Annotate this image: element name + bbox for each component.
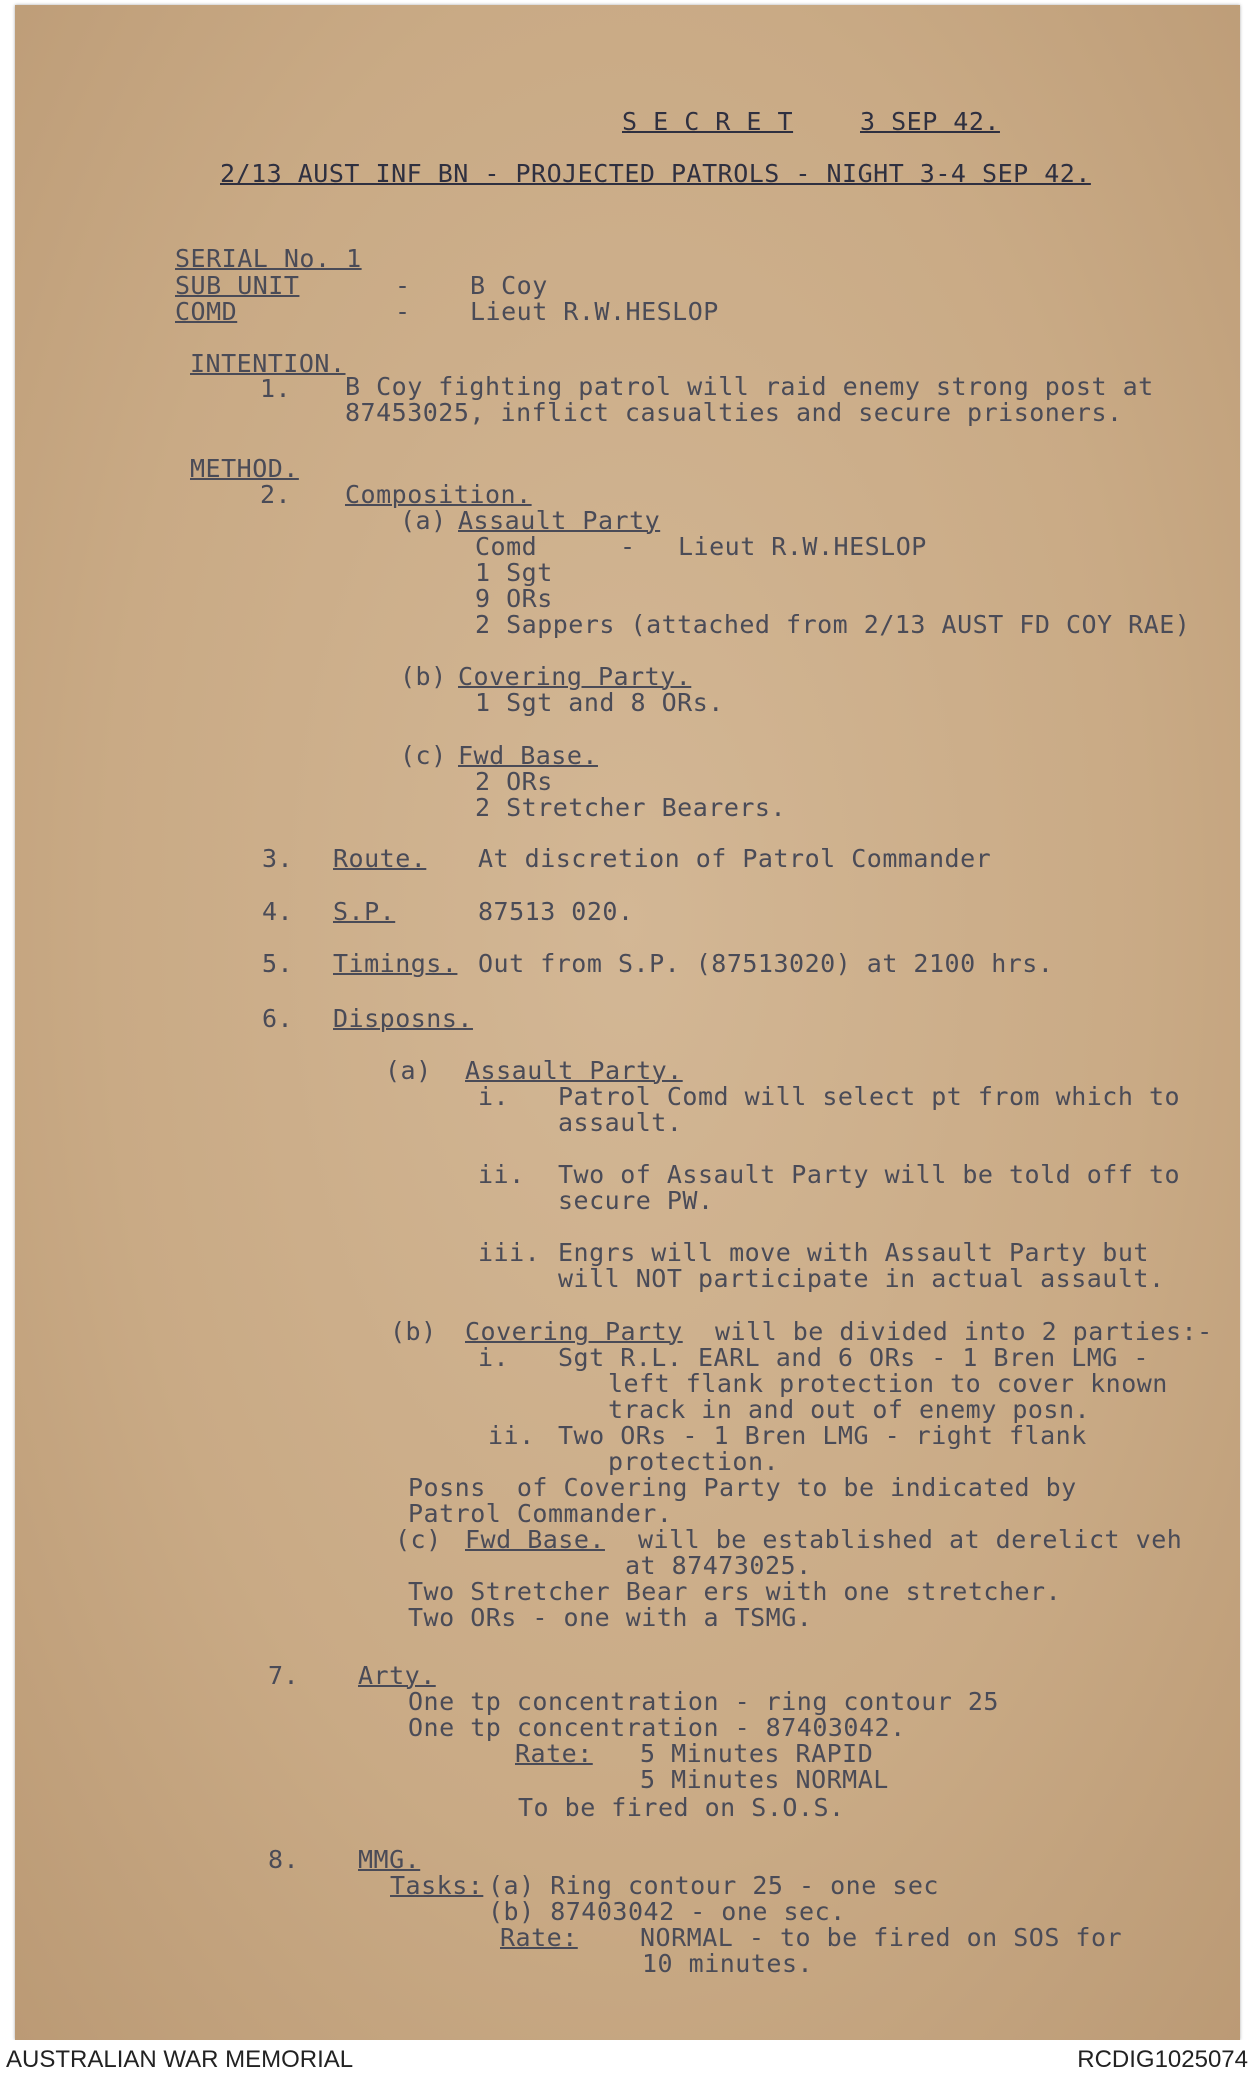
footer-record-id: RCDIG1025074 [1077, 2046, 1248, 2073]
disposns-b-ii-line-2: protection. [608, 1447, 780, 1476]
disposns-a-i-line-1: Patrol Comd will select pt from which to [558, 1082, 1181, 1111]
disposns-a-iii-line-1: Engrs will move with Assault Party but [558, 1238, 1149, 1267]
fwd-base-label: (c) [400, 741, 447, 770]
fwd-base-title: Fwd Base. [458, 741, 598, 770]
arty-rate-2: 5 Minutes NORMAL [640, 1765, 889, 1794]
disposns-label: Disposns. [333, 1004, 473, 1033]
route-label: Route. [333, 844, 427, 873]
composition-heading: Composition. [345, 480, 532, 509]
arty-rate-label: Rate: [515, 1739, 593, 1768]
mmg-label: MMG. [358, 1845, 421, 1874]
arty-line-1: One tp concentration - ring contour 25 [408, 1687, 999, 1716]
comd-label: COMD [175, 297, 238, 326]
mmg-tasks-label: Tasks: [390, 1871, 484, 1900]
arty-rate-1: 5 Minutes RAPID [640, 1739, 874, 1768]
timings-text: Out from S.P. (87513020) at 2100 hrs. [478, 949, 1054, 978]
disposns-a-ii-num: ii. [478, 1160, 525, 1189]
assault-line-3: 2 Sappers (attached from 2/13 AUST FD COY RAE) [475, 610, 1191, 639]
disposns-b-i-line-1: Sgt R.L. EARL and 6 ORs - 1 Bren LMG - [558, 1343, 1149, 1372]
disposns-a-i-line-2: assault. [558, 1108, 683, 1137]
assault-line-2: 9 ORs [475, 584, 553, 613]
disposns-b-text: will be divided into 2 parties:- [715, 1317, 1213, 1346]
header-date: 3 SEP 42. [860, 107, 1000, 136]
mmg-task-a: (a) Ring contour 25 - one sec [488, 1871, 939, 1900]
sub-unit-value: B Coy [470, 271, 548, 300]
assault-comd: Comd [475, 532, 538, 561]
arty-label: Arty. [358, 1661, 436, 1690]
timings-num: 5. [262, 949, 294, 978]
arty-line-2: One tp concentration - 87403042. [408, 1713, 906, 1742]
disposns-a-iii-num: iii. [478, 1238, 541, 1267]
timings-label: Timings. [333, 949, 458, 978]
sp-text: 87513 020. [478, 897, 634, 926]
arty-fired: To be fired on S.O.S. [518, 1793, 845, 1822]
serial-label: SERIAL No. 1 [175, 244, 362, 273]
mmg-task-b: (b) 87403042 - one sec. [488, 1897, 846, 1926]
method-heading: METHOD. [190, 454, 299, 483]
covering-title: Covering Party. [458, 662, 692, 691]
footer-archive-name: AUSTRALIAN WAR MEMORIAL [6, 2046, 354, 2073]
fwd-base-line-2: 2 Stretcher Bearers. [475, 793, 787, 822]
disposns-num: 6. [262, 1004, 294, 1033]
disposns-c-line-3: Two ORs - one with a TSMG. [408, 1603, 813, 1632]
mmg-rate-text: NORMAL - to be fired on SOS for [640, 1923, 1123, 1952]
mmg-rate-text-2: 10 minutes. [642, 1949, 814, 1978]
assault-comd-value: Lieut R.W.HESLOP [678, 532, 927, 561]
disposns-b-label: (b) [390, 1317, 437, 1346]
disposns-b-i-num: i. [478, 1343, 510, 1372]
covering-line-1: 1 Sgt and 8 ORs. [475, 688, 724, 717]
mmg-num: 8. [268, 1845, 300, 1874]
secret-marking: S E C R E T [622, 107, 794, 136]
disposns-a-i-num: i. [478, 1082, 510, 1111]
intention-line-1: B Coy fighting patrol will raid enemy strong post at [345, 372, 1154, 401]
intention-num: 1. [260, 374, 292, 403]
disposns-b-posns-line-2: Patrol Commander. [408, 1499, 673, 1528]
disposns-a-iii-line-2: will NOT participate in actual assault. [558, 1264, 1165, 1293]
disposns-b-i-line-3: track in and out of enemy posn. [608, 1395, 1091, 1424]
assault-label: (a) [400, 506, 447, 535]
method-num: 2. [260, 480, 292, 509]
comd-dash: - [395, 297, 411, 326]
sp-label: S.P. [333, 897, 396, 926]
disposns-b-posns-line-1: Posns of Covering Party to be indicated by [408, 1473, 1077, 1502]
sub-unit-label: SUB UNIT [175, 271, 300, 300]
mmg-rate-label: Rate: [500, 1923, 578, 1952]
disposns-a-label: (a) [385, 1056, 432, 1085]
disposns-a-ii-line-2: secure PW. [558, 1186, 714, 1215]
sp-num: 4. [262, 897, 294, 926]
disposns-c-line-2: Two Stretcher Bear ers with one stretcher. [408, 1577, 1062, 1606]
disposns-b-ii-line-1: Two ORs - 1 Bren LMG - right flank [558, 1421, 1087, 1450]
disposns-c-text: will be established at derelict veh [638, 1525, 1183, 1554]
comd-value: Lieut R.W.HESLOP [470, 297, 719, 326]
intention-line-2: 87453025, inflict casualties and secure prisoners. [345, 398, 1123, 427]
disposns-c-line-1: at 87473025. [625, 1551, 812, 1580]
sub-unit-dash: - [395, 271, 411, 300]
disposns-b-i-line-2: left flank protection to cover known [608, 1369, 1168, 1398]
disposns-a-title: Assault Party. [465, 1056, 683, 1085]
assault-comd-dash: - [620, 532, 636, 561]
disposns-b-title: Covering Party [465, 1317, 683, 1346]
fwd-base-line-1: 2 ORs [475, 767, 553, 796]
route-text: At discretion of Patrol Commander [478, 844, 992, 873]
arty-num: 7. [268, 1661, 300, 1690]
assault-line-1: 1 Sgt [475, 558, 553, 587]
disposns-c-label: (c) [395, 1525, 442, 1554]
disposns-c-title: Fwd Base. [465, 1525, 605, 1554]
intention-heading: INTENTION. [190, 349, 346, 378]
disposns-b-ii-num: ii. [488, 1421, 535, 1450]
document-title: 2/13 AUST INF BN - PROJECTED PATROLS - NIGHT 3-4 SEP 42. [220, 159, 1091, 188]
disposns-a-ii-line-1: Two of Assault Party will be told off to [558, 1160, 1181, 1189]
covering-label: (b) [400, 662, 447, 691]
assault-title: Assault Party [458, 506, 661, 535]
route-num: 3. [262, 844, 294, 873]
